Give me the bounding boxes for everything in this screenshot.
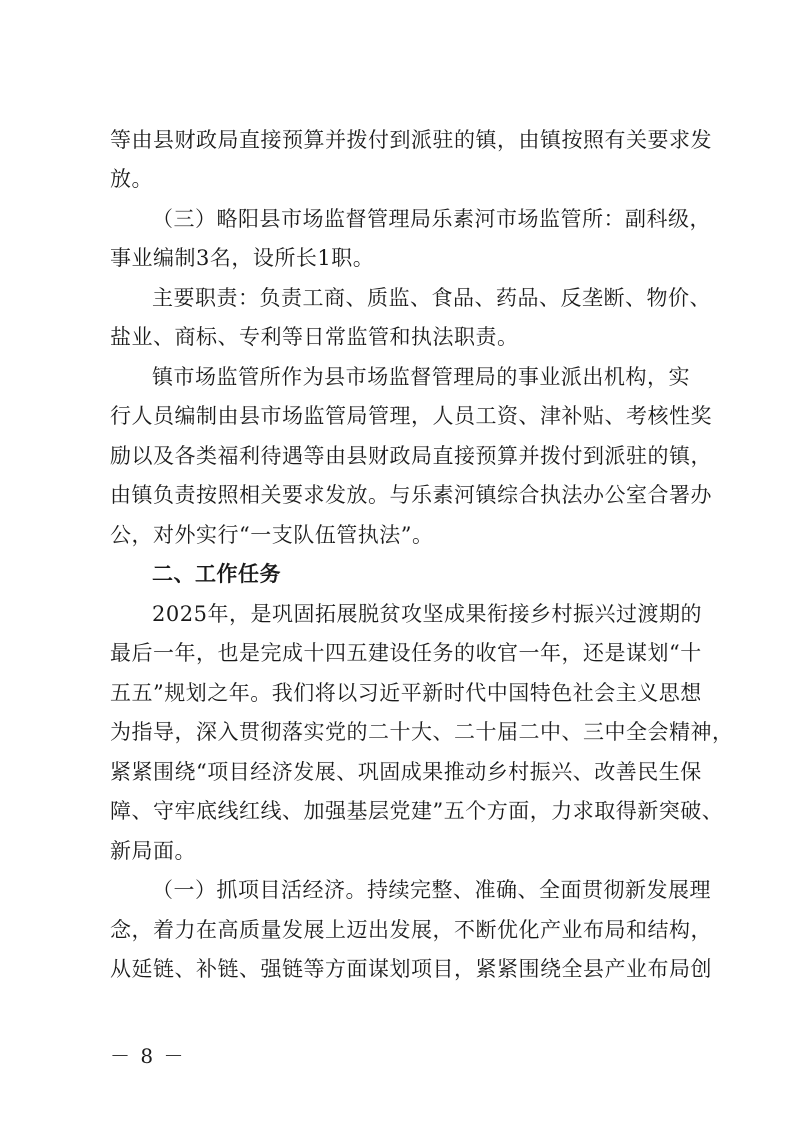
section-3-title-line: （三）略阳县市场监督管理局乐素河市场监管所：副科级， xyxy=(152,207,711,231)
text-line: 等由县财政局直接预算并拨付到派驻的镇，由镇按照有关要求发 xyxy=(110,128,712,152)
text-line: 新局面。 xyxy=(110,839,196,863)
text-line: 从延链、补链、强链等方面谋划项目，紧紧围绕全县产业布局创 xyxy=(110,957,712,981)
text-line: 最后一年，也是完成十四五建设任务的收官一年，还是谋划“十 xyxy=(110,641,702,665)
text-line: 五五”规划之年。我们将以习近平新时代中国特色社会主义思想 xyxy=(110,681,702,705)
text-line: 念，着力在高质量发展上迈出发展，不断优化产业布局和结构， xyxy=(110,918,712,942)
text-line: 公，对外实行“一支队伍管执法”。 xyxy=(110,523,434,547)
text-line: 行人员编制由县市场监管局管理，人员工资、津补贴、考核性奖 xyxy=(110,404,712,428)
text-line: 镇市场监管所作为县市场监督管理局的事业派出机构，实 xyxy=(152,365,690,389)
text-line: 紧紧围绕“项目经济发展、巩固成果推动乡村振兴、改善民生保 xyxy=(110,760,702,784)
text-line: 障、守牢底线红线、加强基层党建”五个方面，力求取得新突破、 xyxy=(110,799,724,823)
text-line: 放。 xyxy=(110,167,153,191)
text-line: 由镇负责按照相关要求发放。与乐素河镇综合执法办公室合署办 xyxy=(110,483,712,507)
duties-line: 主要职责：负责工商、质监、食品、药品、反垄断、物价、 xyxy=(152,286,711,310)
text-line: 事业编制3名，设所长1职。 xyxy=(110,246,375,270)
text-line: 2025年，是巩固拓展脱贫攻坚成果衔接乡村振兴过渡期的 xyxy=(152,602,702,626)
text-line: 为指导，深入贯彻落实党的二十大、二十届二中、三中全会精神， xyxy=(110,720,734,744)
text-line: 励以及各类福利待遇等由县财政局直接预算并拨付到派驻的镇， xyxy=(110,444,712,468)
subsection-1-line: （一）抓项目活经济。持续完整、准确、全面贯彻新发展理 xyxy=(152,878,711,902)
text-line: 盐业、商标、专利等日常监管和执法职责。 xyxy=(110,325,519,349)
section-heading: 二、工作任务 xyxy=(152,562,281,586)
page-number: － 8 － xyxy=(110,1044,186,1068)
